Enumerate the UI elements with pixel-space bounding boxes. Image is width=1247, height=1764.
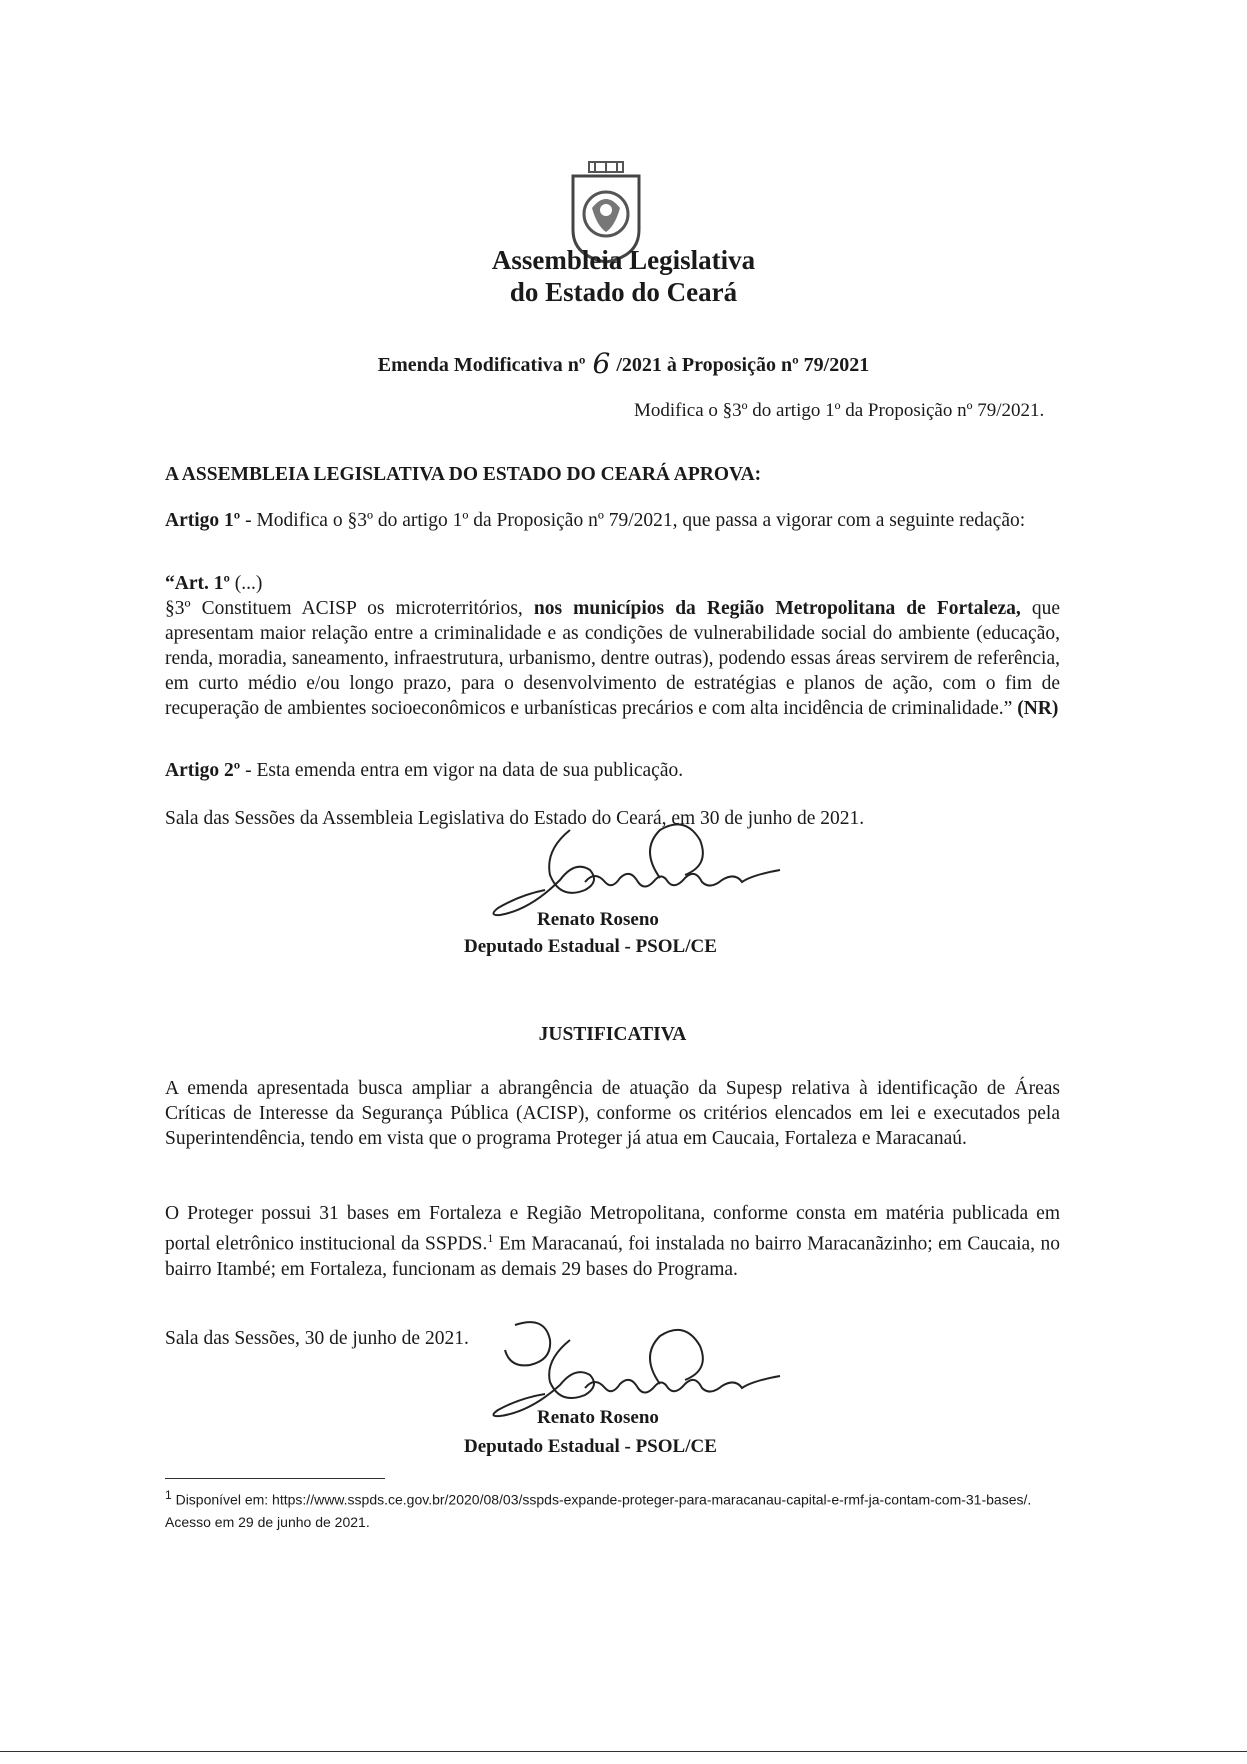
session-line-2: Sala das Sessões, 30 de junho de 2021. bbox=[165, 1328, 469, 1349]
ementa: Modifica o §3º do artigo 1º da Proposição nº 79/2021. bbox=[634, 400, 1045, 421]
justification-paragraph-2 bbox=[165, 1201, 1060, 1282]
footnote-mark: 1 bbox=[165, 1488, 172, 1502]
justification-p2-start: O Proteger possui 31 bases em Fortaleza e Região Metropolitana, conforme consta em matéria publicada em portal eletrônico institucional da SSPDS. bbox=[165, 1203, 1060, 1255]
justification-heading: JUSTIFICATIVA bbox=[538, 1024, 687, 1045]
signer-role-2: Deputado Estadual - PSOL/CE bbox=[464, 1436, 717, 1457]
article-1-label: Artigo 1º bbox=[165, 510, 241, 531]
signer-role-1: Deputado Estadual - PSOL/CE bbox=[464, 936, 717, 957]
quoted-paragraph-start: §3º Constituem ACISP os microterritórios, bbox=[165, 598, 534, 619]
justification-paragraph-1: A emenda apresentada busca ampliar a abrangência de atuação da Supesp relativa à identificação de Áreas Críticas de Interesse da Segurança Pública (ACISP), conforme os critérios elencados em lei e executados pela Superintendência, tendo em vista que o programa Proteger já atua em Caucaia, Fortaleza e Maracanaú. bbox=[165, 1078, 1060, 1149]
institution-name-line1: Assembleia Legislativa bbox=[491, 245, 756, 275]
amendment-title-suffix: /2021 à Proposição nº 79/2021 bbox=[616, 354, 870, 376]
preamble: A ASSEMBLEIA LEGISLATIVA DO ESTADO DO CEARÁ APROVA: bbox=[165, 464, 762, 485]
footnote-text: Disponível em: https://www.sspds.ce.gov.br/2020/08/03/sspds-expande-proteger-para-maracanau-capital-e-rmf-ja-contam-com-31-bases/. Acesso em 29 de junho de 2021. bbox=[165, 1491, 1032, 1530]
quoted-article-label: “Art. 1º bbox=[165, 573, 230, 594]
quoted-paragraph-bold: nos municípios da Região Metropolitana de Fortaleza, bbox=[533, 598, 1021, 619]
amendment-number: 6 bbox=[592, 347, 611, 380]
article-2-text: - Esta emenda entra em vigor na data de sua publicação. bbox=[240, 760, 684, 781]
footnote bbox=[165, 1484, 1065, 1533]
article-2-label: Artigo 2º bbox=[165, 760, 241, 781]
article-1-text: - Modifica o §3º do artigo 1º da Proposição nº 79/2021, que passa a vigorar com a seguinte redação: bbox=[240, 510, 1026, 531]
session-line-1: Sala das Sessões da Assembleia Legislativa do Estado do Ceará, em 30 de junho de 2021. bbox=[165, 808, 865, 829]
institution-name-line2: do Estado do Ceará bbox=[509, 277, 738, 307]
amendment-title-prefix: Emenda Modificativa nº bbox=[377, 354, 586, 376]
quoted-article-heading bbox=[165, 571, 1060, 596]
signer-name-2: Renato Roseno bbox=[537, 1407, 659, 1428]
article-2 bbox=[165, 758, 1060, 783]
nr-marker: (NR) bbox=[1012, 698, 1059, 719]
footnote-reference: 1 bbox=[487, 1231, 494, 1245]
amendment-title bbox=[0, 345, 1247, 378]
article-1 bbox=[165, 508, 1060, 533]
quoted-article-rest: (...) bbox=[229, 573, 263, 594]
justification-p2-end: Em Maracanaú, foi instalada no bairro Maracanãzinho; em Caucaia, no bairro Itambé; em Fortaleza, funcionam as demais 29 bases do Programa. bbox=[165, 1233, 1060, 1280]
quoted-paragraph-end: que apresentam maior relação entre a criminalidade e as condições de vulnerabilidade social do ambiente (educação, renda, moradia, saneamento, infraestrutura, urbanismo, dentre outras), podendo essas áreas servirem de referência, em curto médio e/ou longo prazo, para o desenvolvimento de estratégias e planos de ação, com o fim de recuperação de ambientes socioeconômicos e urbanísticas precários e com alta incidência de criminalidade.” bbox=[165, 598, 1061, 719]
quoted-paragraph bbox=[165, 596, 1060, 721]
signer-name-1: Renato Roseno bbox=[537, 909, 659, 930]
page-bottom-edge-line bbox=[0, 1751, 1247, 1752]
footnote-divider bbox=[165, 1478, 385, 1479]
